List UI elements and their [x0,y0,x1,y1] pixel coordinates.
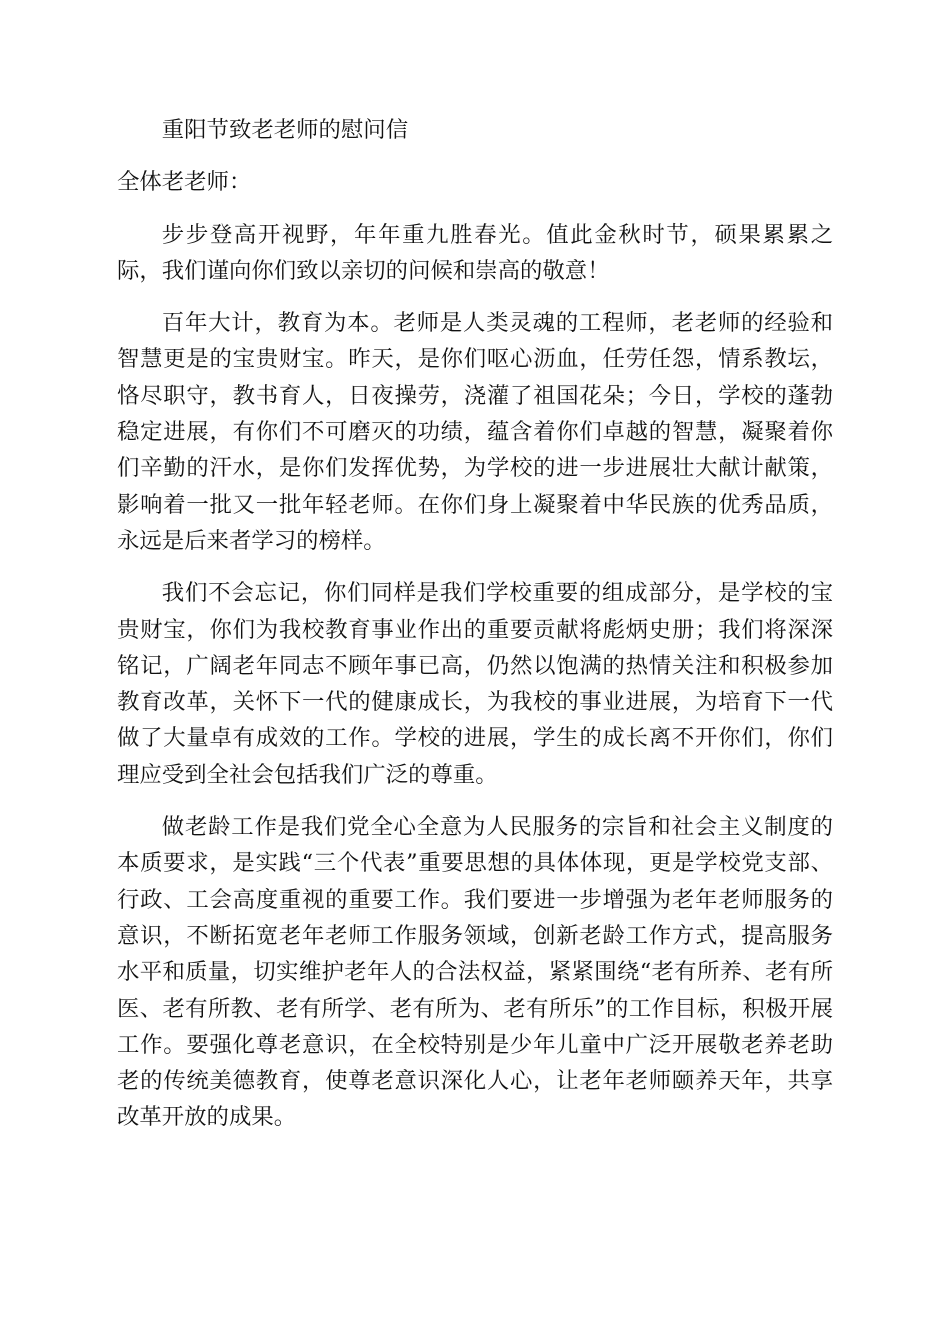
letter-paragraph-3: 我们不会忘记，你们同样是我们学校重要的组成部分，是学校的宝贵财宝，你们为我校教育事业作出的重要贡献将彪炳史册；我们将深深铭记，广阔老年同志不顾年事已高，仍然以饱满的热情关注和积极参加教育改革，关怀下一代的健康成长，为我校的事业进展，为培育下一代做了大量卓有成效的工作。学校的进展，学生的成长离不开你们，你们理应受到全社会包括我们广泛的尊重。 [117,580,833,788]
letter-paragraph-2: 百年大计，教育为本。老师是人类灵魂的工程师，老老师的经验和智慧更是的宝贵财宝。昨天，是你们呕心沥血，任劳任怨，情系教坛，恪尽职守，教书育人，日夜操劳，浇灌了祖国花朵；今日，学校的蓬勃稳定进展，有你们不可磨灭的功绩，蕴含着你们卓越的智慧，凝聚着你们辛勤的汗水，是你们发挥优势，为学校的进一步进展壮大献计献策，影响着一批又一批年轻老师。在你们身上凝聚着中华民族的优秀品质，永远是后来者学习的榜样。 [117,310,833,554]
letter-paragraph-4: 做老龄工作是我们党全心全意为人民服务的宗旨和社会主义制度的本质要求，是实践“三个代表”重要思想的具体体现，更是学校党支部、行政、工会高度重视的重要工作。我们要进一步增强为老年老师服务的意识，不断拓宽老年老师工作服务领域，创新老龄工作方式，提高服务水平和质量，切实维护老年人的合法权益，紧紧围绕“老有所养、老有所医、老有所教、老有所学、老有所为、老有所乐”的工作目标，积极开展工作。要强化尊老意识，在全校特别是少年儿童中广泛开展敬老养老助老的传统美德教育，使尊老意识深化人心，让老年老师颐养天年，共享改革开放的成果。 [117,814,833,1131]
letter-paragraph-1: 步步登高开视野，年年重九胜春光。值此金秋时节，硕果累累之际，我们谨向你们致以亲切的问候和崇高的敬意！ [117,221,833,284]
document-page [117,112,833,1152]
letter-title: 重阳节致老老师的慰问信 [161,117,409,143]
letter-salutation: 全体老老师： [117,169,252,196]
